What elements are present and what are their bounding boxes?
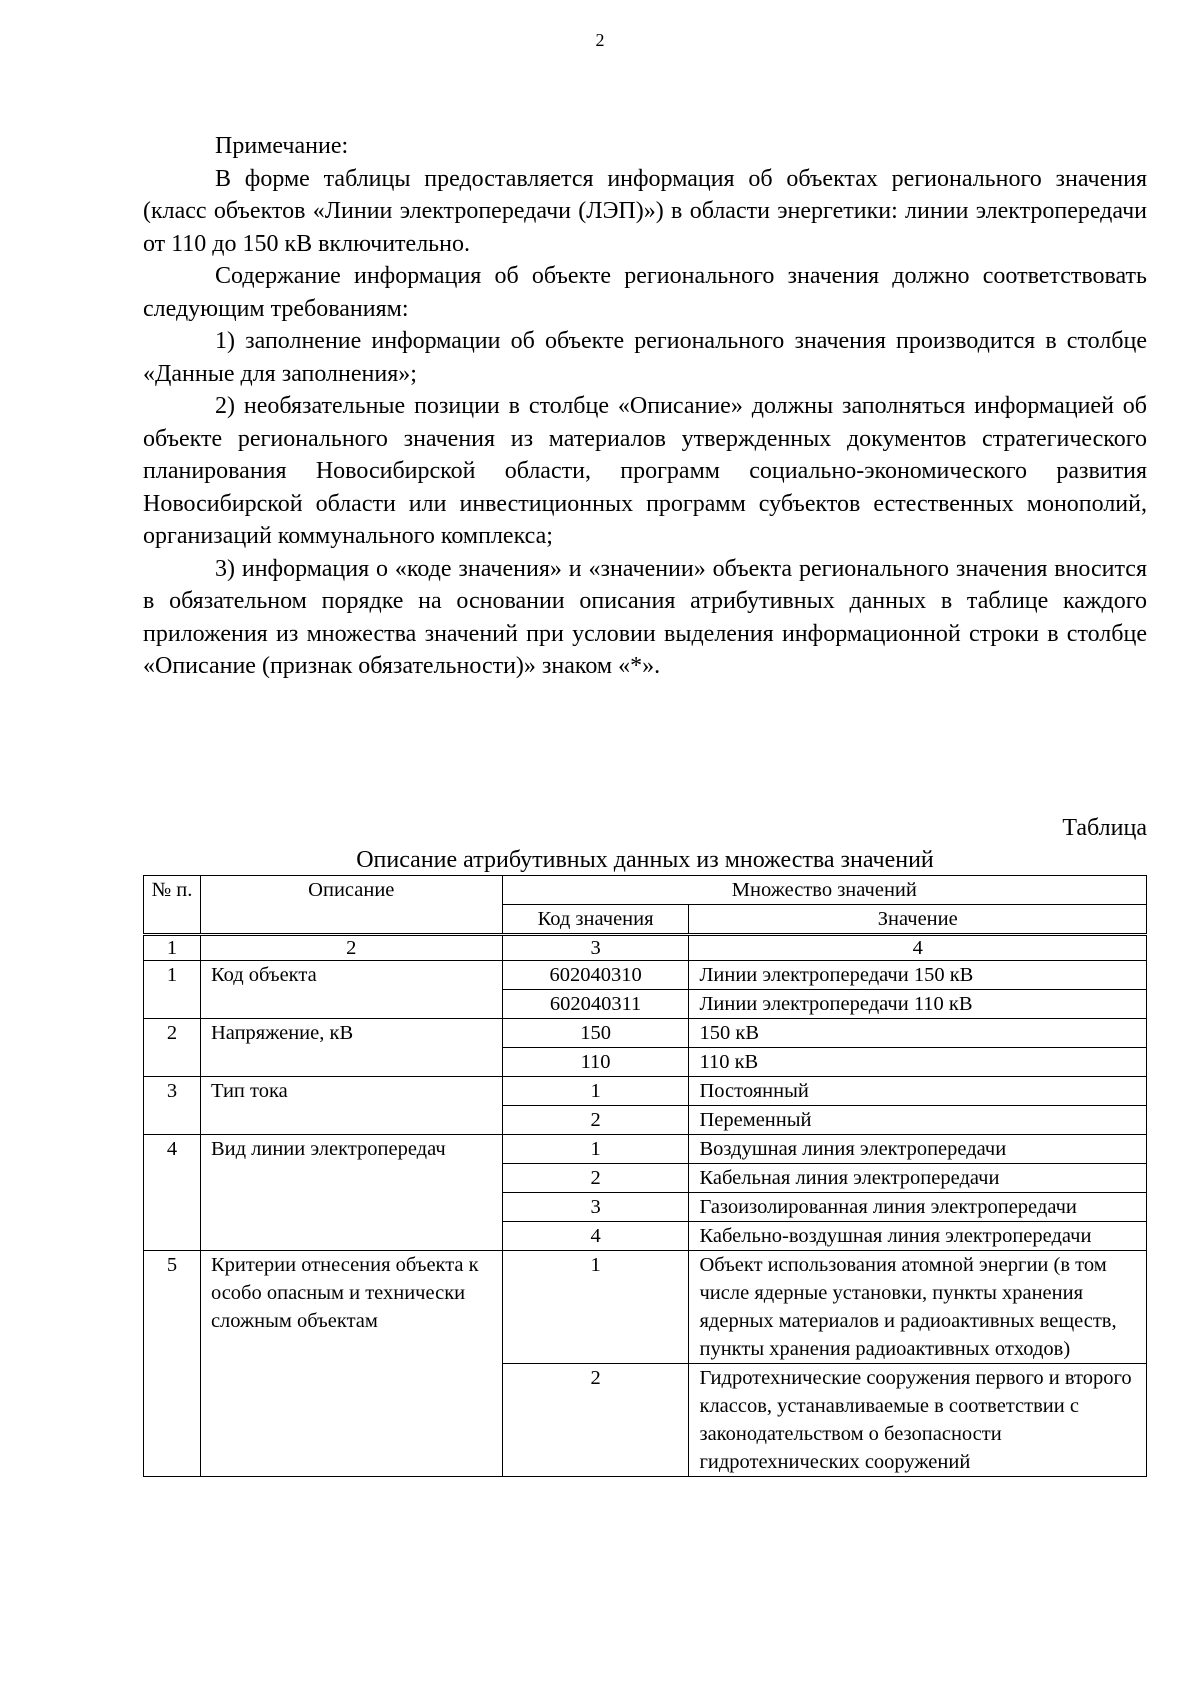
value-text: Кабельно-воздушная линия электропередачи: [689, 1222, 1147, 1251]
notes-paragraph: 3) информация о «коде значения» и «значении» объекта регионального значения вносится в обязательном порядке на основании описания атрибутивных данных в таблице каждого приложения из множества значений при условии выделения информационной строки в столбце «Описание (признак обязательности)» знаком «*».: [143, 555, 1147, 679]
table-title: Описание атрибутивных данных из множества значений: [356, 847, 934, 873]
page-number: 2: [595, 30, 605, 50]
attributes-table: [143, 875, 1147, 1477]
table-header-row: [144, 876, 1147, 905]
header-description: Описание: [200, 876, 502, 935]
value-text: Переменный: [689, 1106, 1147, 1135]
table-row: [144, 1251, 1147, 1364]
value-code: 150: [502, 1019, 689, 1048]
column-number: 1: [144, 935, 201, 961]
row-number: 2: [144, 1019, 201, 1077]
row-description: Код объекта: [200, 961, 502, 1019]
value-code: 4: [502, 1222, 689, 1251]
row-description: Критерии отнесения объекта к особо опасным и технически сложным объектам: [200, 1251, 502, 1477]
value-text: 150 кВ: [689, 1019, 1147, 1048]
value-code: 3: [502, 1193, 689, 1222]
value-text: Линии электропередачи 110 кВ: [689, 990, 1147, 1019]
notes-paragraph: 2) необязательные позиции в столбце «Описание» должны заполняться информацией об объекте регионального значения из материалов утвержденных документов стратегического планирования Новосибирской области, программ социально-экономического развития Новосибирской области или инвестиционных программ субъектов естественных монополий, организаций коммунального комплекса;: [143, 393, 1147, 549]
value-text: Постоянный: [689, 1077, 1147, 1106]
row-number: 3: [144, 1077, 201, 1135]
value-text: Газоизолированная линия электропередачи: [689, 1193, 1147, 1222]
notes-paragraph: В форме таблицы предоставляется информация об объектах регионального значения (класс объектов «Линии электропередачи (ЛЭП)») в области энергетики: линии электропередачи от 110 до 150 кВ включительно.: [143, 165, 1147, 257]
row-description: Вид линии электропередач: [200, 1135, 502, 1251]
row-number: 1: [144, 961, 201, 1019]
value-text: Объект использования атомной энергии (в том числе ядерные установки, пункты хранения ядерных материалов и радиоактивных веществ, пункты хранения радиоактивных отходов): [689, 1251, 1147, 1364]
header-value: Значение: [689, 905, 1147, 935]
table-row: [144, 1077, 1147, 1106]
table-row: [144, 1135, 1147, 1164]
column-number: 4: [689, 935, 1147, 961]
row-number: 4: [144, 1135, 201, 1251]
row-description: Тип тока: [200, 1077, 502, 1135]
value-code: 1: [502, 1135, 689, 1164]
value-text: 110 кВ: [689, 1048, 1147, 1077]
value-text: Линии электропередачи 150 кВ: [689, 961, 1147, 990]
notes-paragraph: Содержание информация об объекте регионального значения должно соответствовать следующим требованиям:: [143, 263, 1147, 322]
table-row: [144, 1019, 1147, 1048]
value-code: 602040310: [502, 961, 689, 990]
value-code: 2: [502, 1164, 689, 1193]
header-value-set: Множество значений: [502, 876, 1146, 905]
value-text: Воздушная линия электропередачи: [689, 1135, 1147, 1164]
header-code: Код значения: [502, 905, 689, 935]
table-label: Таблица: [1062, 815, 1147, 841]
row-description: Напряжение, кВ: [200, 1019, 502, 1077]
value-code: 2: [502, 1106, 689, 1135]
column-numbers-row: [144, 935, 1147, 961]
value-code: 2: [502, 1364, 689, 1477]
column-number: 3: [502, 935, 689, 961]
notes-heading: Примечание:: [215, 133, 349, 159]
value-code: 602040311: [502, 990, 689, 1019]
value-code: 110: [502, 1048, 689, 1077]
value-code: 1: [502, 1077, 689, 1106]
value-text: Гидротехнические сооружения первого и второго классов, устанавливаемые в соответствии с законодательством о безопасности гидротехнических сооружений: [689, 1364, 1147, 1477]
notes-section: [143, 130, 1147, 683]
column-number: 2: [200, 935, 502, 961]
row-number: 5: [144, 1251, 201, 1477]
notes-paragraph: 1) заполнение информации об объекте регионального значения производится в столбце «Данные для заполнения»;: [143, 328, 1147, 387]
table-row: [144, 961, 1147, 990]
value-code: 1: [502, 1251, 689, 1364]
value-text: Кабельная линия электропередачи: [689, 1164, 1147, 1193]
header-num: № п.: [144, 876, 201, 935]
